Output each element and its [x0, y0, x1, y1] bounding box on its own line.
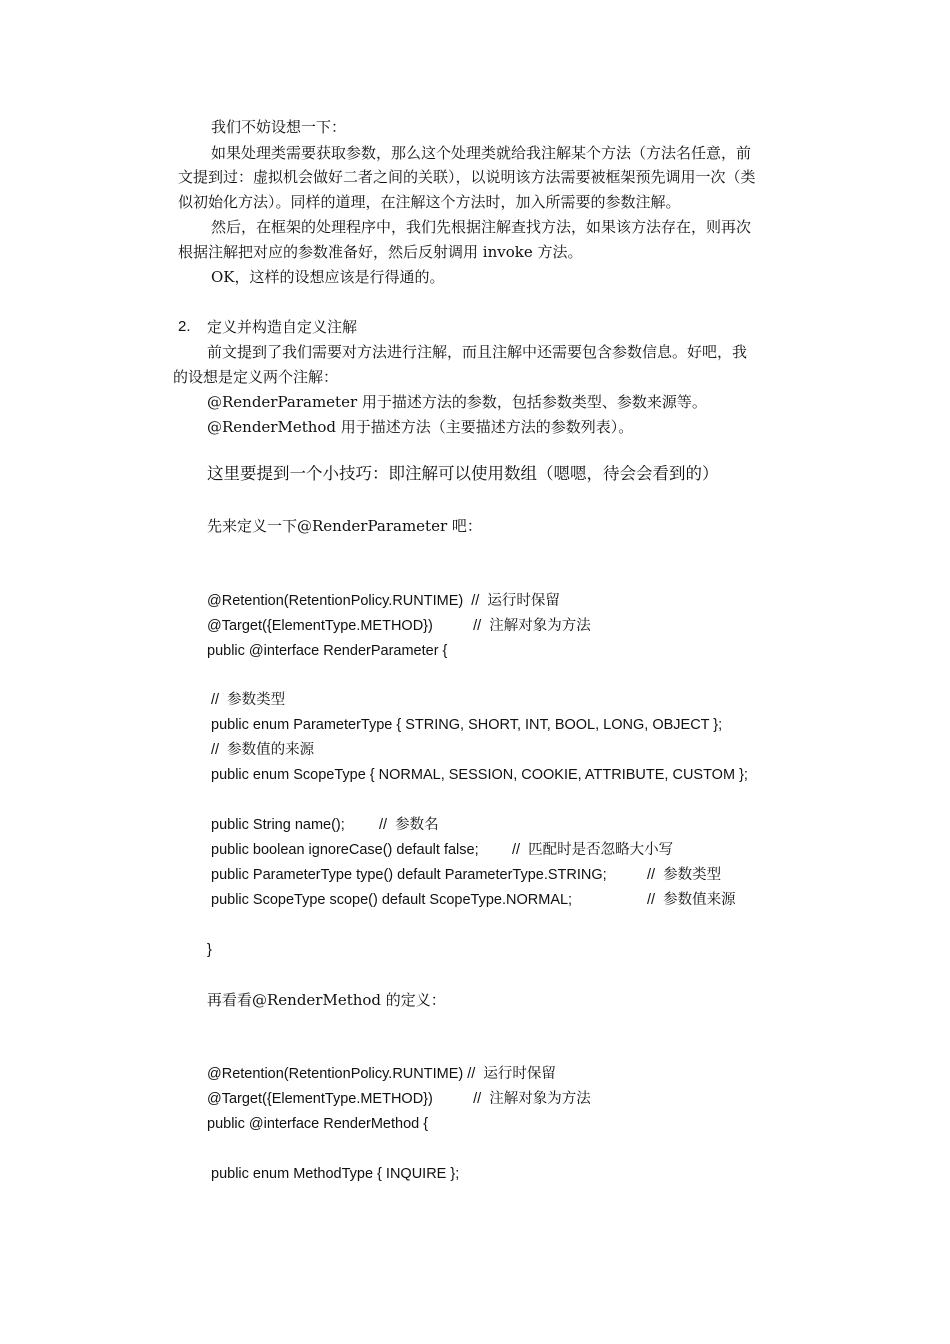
code-line: @Retention(RetentionPolicy.RUNTIME) // 运行时保留 [207, 1066, 556, 1082]
paragraph-line: 如果处理类需要获取参数，那么这个处理类就给我注解某个方法（方法名任意，前 [211, 144, 752, 162]
code-line: public String name(); [211, 817, 345, 833]
paragraph-line: 再看看@RenderMethod 的定义： [207, 991, 446, 1009]
code-line: public enum ScopeType { NORMAL, SESSION, COOKIE, ATTRIBUTE, CUSTOM }; [211, 767, 748, 783]
section-heading: 定义并构造自定义注解 [207, 318, 358, 336]
paragraph-line: 先来定义一下@RenderParameter 吧： [207, 517, 482, 535]
tip-text: 这里要提到一个小技巧：即注解可以使用数组（嗯嗯，待会会看到的） [207, 464, 719, 483]
code-line: public @interface RenderMethod { [207, 1116, 429, 1132]
paragraph-line: 根据注解把对应的参数准备好，然后反射调用 invoke 方法。 [178, 243, 583, 261]
code-comment: // 参数名 [379, 817, 439, 833]
paragraph-line: OK，这样的设想应该是行得通的。 [211, 268, 445, 286]
code-line: } [207, 942, 212, 958]
paragraph-line: 前文提到了我们需要对方法进行注解，而且注解中还需要包含参数信息。好吧，我 [207, 343, 748, 361]
code-line: public @interface RenderParameter { [207, 643, 448, 659]
paragraph-line: 然后，在框架的处理程序中，我们先根据注解查找方法，如果该方法存在，则再次 [211, 218, 752, 236]
code-line: public ParameterType type() default ParameterType.STRING; [211, 867, 607, 883]
code-comment: // 匹配时是否忽略大小写 [512, 842, 674, 858]
code-line: public enum MethodType { INQUIRE }; [211, 1166, 460, 1182]
code-line: @Target({ElementType.METHOD}) // 注解对象为方法 [207, 1091, 591, 1107]
code-line: // 参数值的来源 [211, 742, 315, 758]
code-comment: // 参数值来源 [647, 892, 736, 908]
list-item: @RenderMethod 用于描述方法（主要描述方法的参数列表）。 [207, 418, 634, 436]
code-line: public boolean ignoreCase() default false; [211, 842, 479, 858]
code-line: public enum ParameterType { STRING, SHORT, INT, BOOL, LONG, OBJECT }; [211, 717, 723, 733]
code-comment: // 参数类型 [647, 867, 722, 883]
paragraph-line: 文提到过：虚拟机会做好二者之间的关联），以说明该方法需要被框架预先调用一次（类 [178, 168, 756, 186]
section-number: 2. [178, 318, 191, 335]
code-line: // 参数类型 [211, 692, 286, 708]
paragraph-line: 的设想是定义两个注解： [173, 368, 339, 386]
list-item: @RenderParameter 用于描述方法的参数，包括参数类型、参数来源等。 [207, 393, 707, 411]
paragraph-line: 似初始化方法）。同样的道理，在注解这个方法时，加入所需要的参数注解。 [178, 193, 681, 211]
code-line: @Target({ElementType.METHOD}) // 注解对象为方法 [207, 618, 591, 634]
paragraph-line: 我们不妨设想一下： [211, 118, 347, 136]
code-line: public ScopeType scope() default ScopeType.NORMAL; [211, 892, 573, 908]
code-line: @Retention(RetentionPolicy.RUNTIME) // 运行时保留 [207, 593, 560, 609]
